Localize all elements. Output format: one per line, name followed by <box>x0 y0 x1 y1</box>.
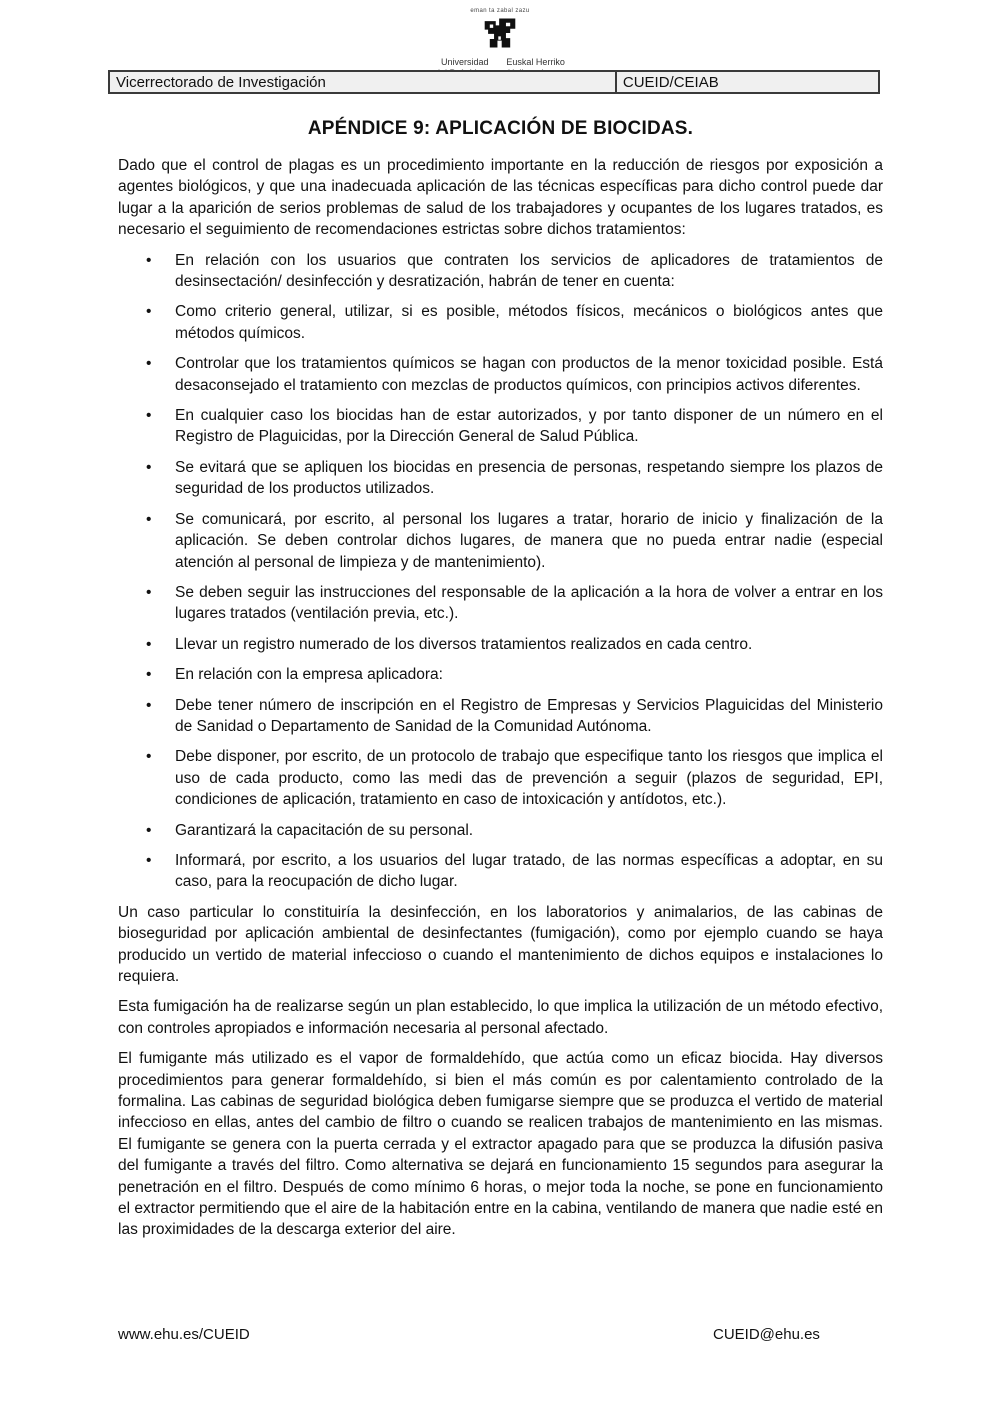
list-item: • Controlar que los tratamientos químicos se hagan con productos de la menor toxicidad posible. Está desaconsejado el tratamiento con mezclas de productos químicos, con principios activos diferentes. <box>118 353 883 396</box>
list-item: • En relación con la empresa aplicadora: <box>118 664 883 685</box>
list-item: • Llevar un registro numerado de los diversos tratamientos realizados en cada centro. <box>118 634 883 655</box>
list-item: • Se comunicará, por escrito, al personal los lugares a tratar, horario de inicio y finalización de la aplicación. Se deben controlar dichos lugares, de manera que no pueda entrar nadie (especial atención al personal de limpieza y de mantenimiento). <box>118 509 883 573</box>
document-content <box>118 118 883 1250</box>
header-cell-department: Vicerrectorado de Investigación <box>110 72 617 92</box>
list-item: • Se evitará que se apliquen los biocidas en presencia de personas, respetando siempre los plazos de seguridad de los productos utilizados. <box>118 457 883 500</box>
list-item: • Se deben seguir las instrucciones del responsable de la aplicación a la hora de volver a entrar en los lugares tratados (ventilación previa, etc.). <box>118 582 883 625</box>
intro-paragraph: Dado que el control de plagas es un procedimiento importante en la reducción de riesgos por exposición a agentes biológicos, y que una inadecuada aplicación de las técnicas específicas para dicho control puede dar lugar a la aparición de serios problemas de salud de los trabajadores y ocupantes de los lugares tratados, es necesario el seguimiento de recomendaciones estrictas sobre dichos tratamientos: <box>118 157 883 239</box>
university-name-eu-line1: Euskal Herriko <box>506 57 565 67</box>
body-paragraph: El fumigante más utilizado es el vapor de formaldehído, que actúa como un eficaz biocida. Hay diversos procedimientos para generar formaldehído, si bien el más común es por calentamiento controlado de la formalina. Las cabinas de seguridad biológica deben fumigarse siempre que se produzca el vertido de material infeccioso en ellas, antes del cambio de filtro o cuando se realicen trabajos de mantenimiento en las mismas. El fumigante se genera con la puerta cerrada y el extractor apagado para que se produzca la difusión pasiva del fumigante a través del filtro. Como alternativa se dejará en funcionamiento 15 segundos para asegurar la penetración en el filtro. Después de como mínimo 6 horas, o mejor toda la noche, se pone en funcionamiento el extractor permitiendo que el aire de la habitación entre en la cabina, ventilando de manera que nadie esté en las proximidades de la descarga exterior del aire. <box>118 1050 883 1239</box>
footer-url: www.ehu.es/CUEID <box>118 1326 250 1343</box>
bullet-list <box>118 250 883 893</box>
list-item: • Como criterio general, utilizar, si es posible, métodos físicos, mecánicos o biológicos antes que métodos químicos. <box>118 301 883 344</box>
university-name-es-line1: Universidad <box>440 57 489 67</box>
list-item: • En cualquier caso los biocidas han de estar autorizados, y por tanto disponer de un número en el Registro de Plaguicidas, por la Dirección General de Salud Pública. <box>118 405 883 448</box>
list-item: • En relación con los usuarios que contraten los servicios de aplicadores de tratamientos de desinsectación/ desinfección y desratización, habrán de tener en cuenta: <box>118 250 883 293</box>
list-item: • Informará, por escrito, a los usuarios del lugar tratado, de las normas específicas a adoptar, en su caso, para la reocupación de dicho lugar. <box>118 850 883 893</box>
list-item: • Debe disponer, por escrito, de un protocolo de trabajo que especifique tanto los riesgos que implica el uso de cada producto, como las medi das de prevención a seguir (plazos de seguridad, EPI, condiciones de aplicación, tratamiento en caso de intoxicación y antídotos, etc.). <box>118 746 883 810</box>
logo-motto-text: eman ta zabal zazu <box>470 8 530 14</box>
page-title: APÉNDICE 9: APLICACIÓN DE BIOCIDAS. <box>307 118 694 139</box>
body-paragraph: Un caso particular lo constituiría la desinfección, en los laboratorios y animalarios, de las cabinas de bioseguridad por aplicación ambiental de desinfectantes (fumigación), como por ejemplo cuando se haya producido un vertido de material infeccioso o cuando el mantenimiento de dichos equipos e instalaciones lo requiera. <box>118 903 883 985</box>
footer-email: CUEID@ehu.es <box>713 1326 820 1343</box>
university-logo-block <box>0 8 1000 78</box>
header-cell-unit: CUEID/CEIAB <box>622 73 719 91</box>
header-bar <box>108 70 880 94</box>
upv-ehu-tree-logo-icon <box>481 16 519 55</box>
page-footer <box>118 1326 883 1346</box>
list-item: • Garantizará la capacitación de su personal. <box>118 820 883 841</box>
body-paragraph: Esta fumigación ha de realizarse según un plan establecido, lo que implica la utilización de un método efectivo, con controles apropiados e información necesaria al personal afectado. <box>118 998 883 1037</box>
list-item: • Debe tener número de inscripción en el Registro de Empresas y Servicios Plaguicidas del Ministerio de Sanidad o Departamento de Sanidad de la Comunidad Autónoma. <box>118 695 883 738</box>
